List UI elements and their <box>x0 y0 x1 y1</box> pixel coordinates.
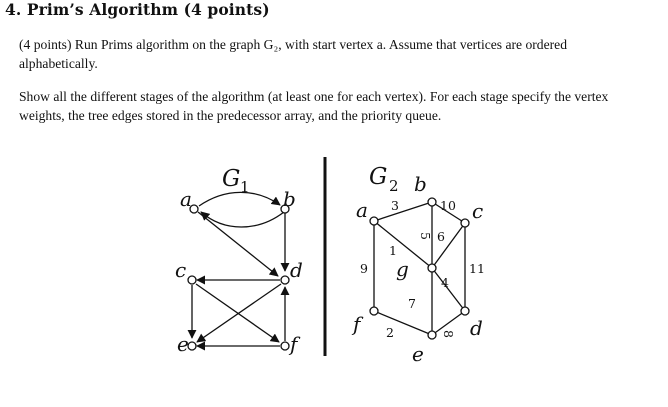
g1-label-c: c <box>175 258 187 282</box>
g2-weight-a-g: 1 <box>389 243 397 258</box>
g1-node-e <box>188 342 196 350</box>
g1-node-d <box>281 276 289 284</box>
g2-edge-f-e <box>374 311 432 335</box>
g1-label-f: f <box>290 332 298 356</box>
g2-weight-b-c: 10 <box>440 198 456 213</box>
g2-node-g <box>428 264 436 272</box>
g2-node-c <box>461 219 469 227</box>
g2-label-e: e <box>412 342 424 366</box>
g2-weight-e-d: 8 <box>441 330 456 338</box>
g1-title: G <box>222 166 241 192</box>
g1-node-f <box>281 342 289 350</box>
graph-g2 <box>351 164 485 366</box>
instructions: Show all the different stages of the algorithm (at least one for each vertex). For each stage specify the vertex weights, the tree edges stored in the predecessor array, and the priority queue. <box>19 89 609 123</box>
g1-edge-a-d <box>198 212 278 276</box>
section-heading: 4. Prim’s Algorithm (4 points) <box>5 0 270 19</box>
g2-weight-a-f: 9 <box>360 261 368 276</box>
g2-label-b: b <box>414 172 427 196</box>
g2-weight-g-e: 7 <box>408 296 416 311</box>
g2-node-e <box>428 331 436 339</box>
graph-g1 <box>175 166 303 356</box>
g1-label-b: b <box>283 187 296 211</box>
g1-label-e: e <box>177 332 189 356</box>
g2-edge-a-b <box>374 202 432 221</box>
g1-edge-d-e <box>197 284 281 342</box>
g2-weight-c-d: 11 <box>469 261 485 276</box>
g2-label-d: d <box>470 316 483 340</box>
g2-node-d <box>461 307 469 315</box>
g2-weight-a-b: 3 <box>391 198 399 213</box>
g2-weight-b-g: 5 <box>418 232 433 240</box>
problem-statement: (4 points) Run Prims algorithm on the graph G₂, with start vertex a. Assume that vertices are ordered alphabetically. <box>19 37 567 71</box>
g2-node-f <box>370 307 378 315</box>
g2-label-a: a <box>356 198 368 222</box>
g2-weight-c-g: 6 <box>437 229 445 244</box>
g1-label-d: d <box>290 258 303 282</box>
g2-node-b <box>428 198 436 206</box>
g1-edge-c-f <box>196 284 279 342</box>
g2-label-f: f <box>353 312 361 336</box>
g2-node-a <box>370 217 378 225</box>
g2-label-g: g <box>396 257 409 281</box>
g2-label-c: c <box>472 199 484 223</box>
g1-node-c <box>188 276 196 284</box>
g2-weight-g-d: 4 <box>441 275 449 290</box>
g2-weight-f-e: 2 <box>386 325 394 340</box>
g1-title-subscript: 1 <box>240 178 250 196</box>
g2-title-subscript: 2 <box>389 177 399 195</box>
g1-label-a: a <box>180 187 192 211</box>
g2-title: G <box>369 164 388 190</box>
